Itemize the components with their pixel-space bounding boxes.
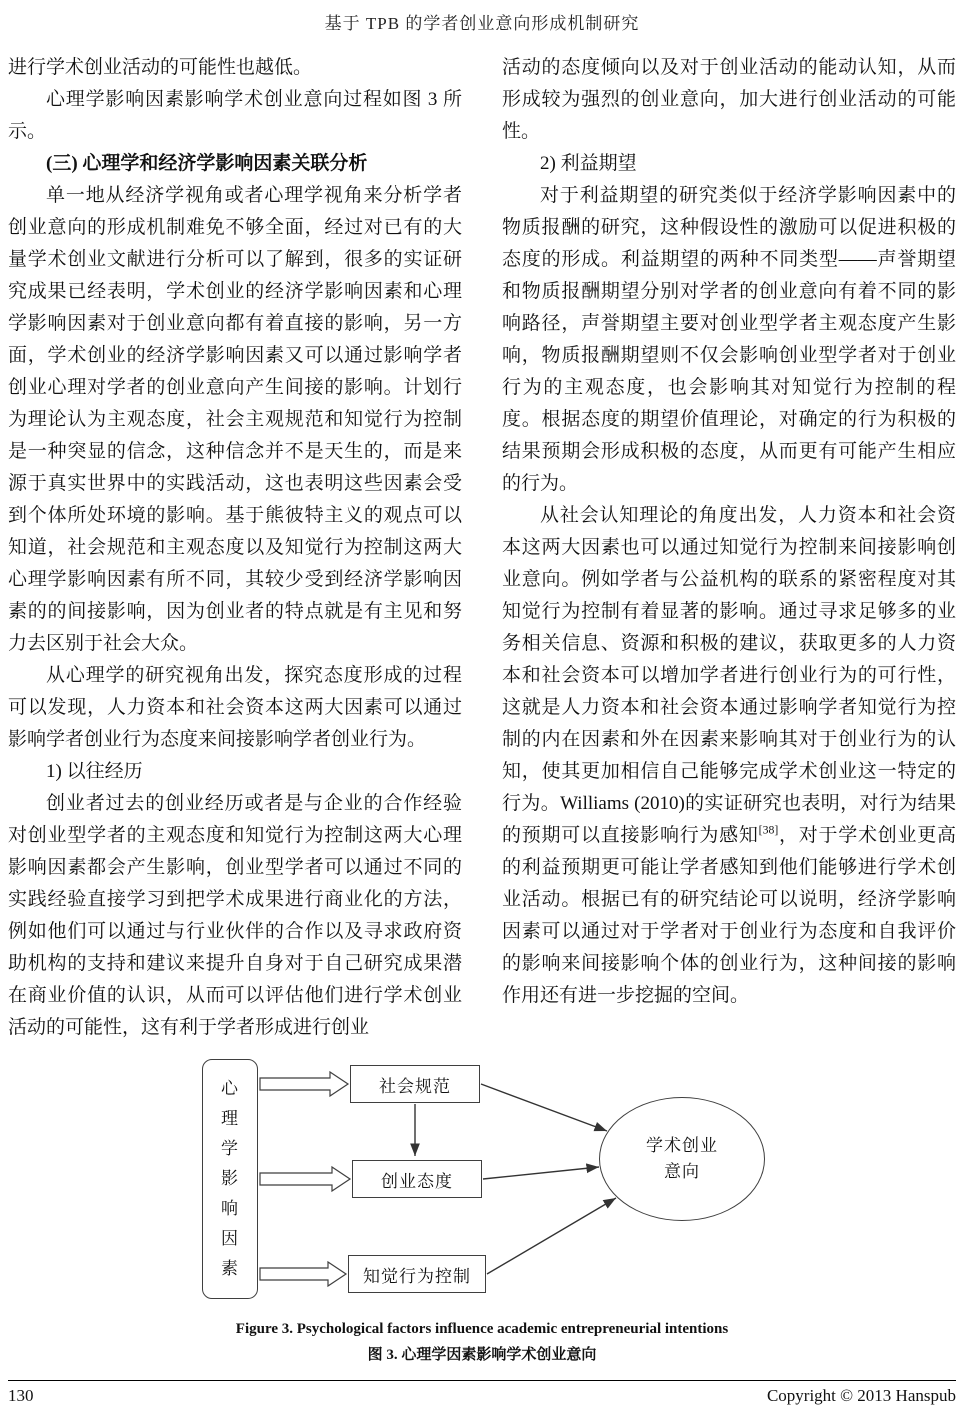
paragraph: 单一地从经济学视角或者心理学视角来分析学者创业意向的形成机制难免不够全面，经过对已有的大量学术创业文献进行分析可以了解到，很多的实证研究成果已经表明，学术创业的经济学影响因素和心理学影响因素对于创业意向都有着直接的影响，另一方面，学术创业的经济学影响因素又可以通过影响学者创业心理对学者的创业意向产生间接的影响。计划行为理论认为主观态度，社会主观规范和知觉行为控制是一种突显的信念，这种信念并不是天生的，而是来源于真实世界中的实践活动，这也表明这些因素会受到个体所处环境的影响。基于熊彼特主义的观点可以知道，社会规范和主观态度以及知觉行为控制这两大心理学影响因素有所不同，其较少受到经济学影响因素的的间接影响，因为创业者的特点就是有主见和努力去区别于社会大众。 xyxy=(8,185,462,654)
citation-38: [38] xyxy=(758,823,779,837)
left-column xyxy=(8,52,462,1044)
figure-caption-en: Figure 3. Psychological factors influence academic entrepreneurial intentions xyxy=(235,1321,729,1337)
copyright: Copyright © 2013 Hanspub xyxy=(766,1386,956,1405)
arrow-pbc-to-intention xyxy=(487,1198,616,1274)
page-footer xyxy=(8,1380,956,1406)
ellipse-label-line1: 学术创业 xyxy=(646,1136,718,1155)
figure-3-diagram xyxy=(0,1052,964,1307)
ellipse-label-line2: 意向 xyxy=(664,1162,700,1181)
paragraph: 从心理学的研究视角出发，探究态度形成的过程可以发现，人力资本和社会资本这两大因素可以通过影响学者创业行为态度来间接影响学者创业行为。 xyxy=(8,665,462,750)
section-heading: (三) 心理学和经济学影响因素关联分析 xyxy=(46,153,368,174)
running-head: 基于 TPB 的学者创业意向形成机制研究 xyxy=(324,14,640,33)
content-columns xyxy=(0,52,964,1044)
paragraph xyxy=(502,500,956,1012)
paragraph: 创业者过去的创业经历或者是与企业的合作经验对创业型学者的主观态度和知觉行为控制这两大心理影响因素都会产生影响，创业型学者可以通过不同的实践经验直接学习到把学术成果进行商业化的方法，例如他们可以通过与行业伙伴的合作以及寻求政府资助机构的支持和建议来提升自身对于自己研究成果潜在商业价值的认识，从而可以评估他们进行学术创业活动的可能性，这有利于学者形成进行创业 xyxy=(8,793,462,1038)
block-arrow-to-attitude xyxy=(260,1167,350,1191)
subsection-heading: 2) 利益期望 xyxy=(540,153,637,174)
arrow-attitude-to-intention xyxy=(483,1167,599,1179)
diagram-ellipse-intention xyxy=(599,1097,765,1221)
paragraph-text: 从社会认知理论的角度出发，人力资本和社会资本这两大因素也可以通过知觉行为控制来间接影响创业意向。例如学者与公益机构的联系的紧密程度对其知觉行为控制有着显著的影响。通过寻求足够多的业务相关信息、资源和积极的建议，获取更多的人力资本和社会资本可以增加学者进行创业行为的可行性，这就是人力资本和社会资本通过影响学者知觉行为控制的内在因素和外在因素来影响其对于创业行为的认知，使其更加相信自己能够完成学术创业这一特定的行为。Williams (2010)的实证研究也表明，对行为结果的预期可以直接影响行为感知 xyxy=(502,505,956,846)
paragraph-text: ，对于学术创业更高的利益预期更可能让学者感知到他们能够进行学术创业活动。根据已有的研究结论可以说明，经济学影响因素可以通过对于学者对于创业行为态度和自我评价的影响来间接影响个体的创业行为，这种间接的影响作用还有进一步挖掘的空间。 xyxy=(502,825,956,1006)
arrow-norms-to-intention xyxy=(481,1084,607,1131)
paragraph-continuation: 活动的态度倾向以及对于创业活动的能动认知，从而形成较为强烈的创业意向，加大进行创业活动的可能性。 xyxy=(502,57,956,142)
paragraph: 对于利益期望的研究类似于经济学影响因素中的物质报酬的研究，这种假设性的激励可以促进积极的态度的形成。利益期望的两种不同类型——声誉期望和物质报酬期望分别对学者的创业意向有着不同的影响路径，声誉期望主要对创业型学者主观态度产生影响，物质报酬期望则不仅会影响创业型学者对于创业行为的主观态度，也会影响其对知觉行为控制的程度。根据态度的期望价值理论，对确定的行为积极的结果预期会形成积极的态度，从而更有可能产生相应的行为。 xyxy=(502,185,956,494)
block-arrow-to-social-norms xyxy=(260,1072,348,1096)
figure-caption-zh: 图 3. 心理学因素影响学术创业意向 xyxy=(367,1347,597,1363)
block-arrow-to-pbc xyxy=(260,1262,346,1286)
diagram-source-box xyxy=(202,1059,258,1299)
diagram-box-attitude: 创业态度 xyxy=(352,1160,482,1198)
page-number: 130 xyxy=(8,1386,34,1405)
diagram-box-pbc: 知觉行为控制 xyxy=(348,1255,486,1293)
diagram-box-social-norms: 社会规范 xyxy=(350,1065,480,1103)
right-column xyxy=(502,52,956,1044)
subsection-heading: 1) 以往经历 xyxy=(46,761,143,782)
paragraph: 心理学影响因素影响学术创业意向过程如图 3 所示。 xyxy=(8,89,462,142)
paragraph-continuation: 进行学术创业活动的可能性也越低。 xyxy=(8,57,313,78)
diagram-source-label: 心理学影响因素 xyxy=(220,1079,239,1278)
